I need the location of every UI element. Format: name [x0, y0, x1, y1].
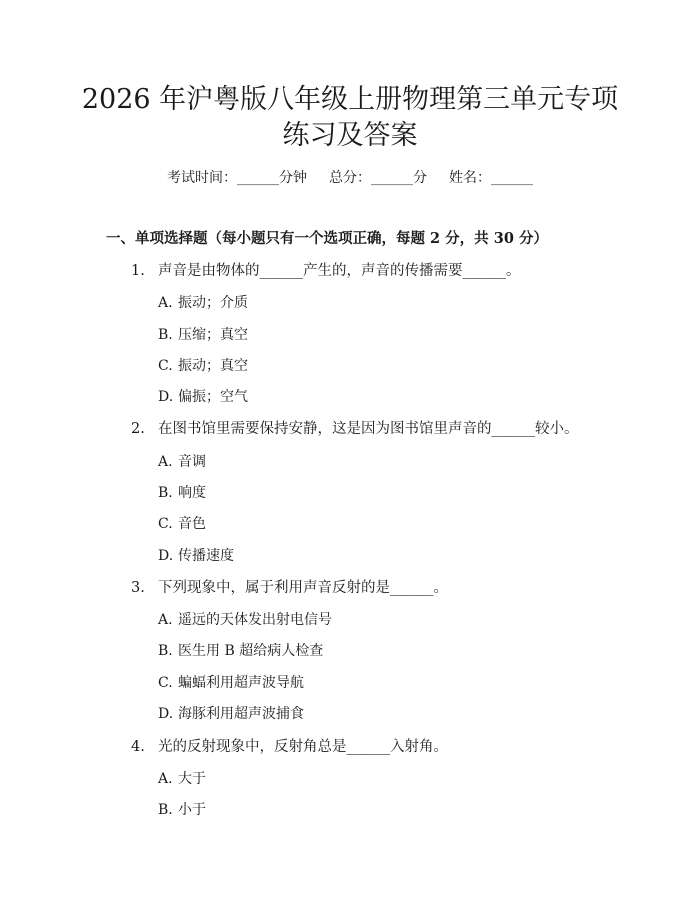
question-text: 声音是由物体的______产生的，声音的传播需要______。: [158, 263, 521, 279]
option-letter: B.: [158, 485, 173, 501]
option-letter: A.: [158, 295, 173, 311]
option-text: 振动；真空: [178, 358, 248, 374]
option-text: 音色: [178, 516, 206, 532]
option-letter: C.: [158, 675, 173, 691]
option-letter: D.: [158, 389, 174, 405]
question-4: [131, 736, 448, 758]
question-text: 在图书馆里需要保持安静，这是因为图书馆里声音的______较小。: [158, 421, 579, 437]
option-3a: [158, 609, 332, 631]
option-2b: [158, 482, 206, 504]
option-2a: [158, 451, 206, 473]
option-3c: [158, 672, 304, 694]
option-letter: A.: [158, 771, 173, 787]
option-text: 响度: [178, 485, 206, 501]
option-text: 海豚利用超声波捕食: [178, 706, 304, 722]
option-1a: [158, 292, 248, 314]
option-text: 音调: [178, 454, 206, 470]
option-letter: B.: [158, 327, 173, 343]
option-text: 压缩；真空: [178, 327, 248, 343]
question-3: [131, 577, 448, 599]
section-heading-single-choice: 一、单项选择题（每小题只有一个选项正确，每题 2 分，共 30 分）: [106, 230, 548, 247]
option-letter: D.: [158, 706, 174, 722]
option-1b: [158, 324, 248, 346]
option-text: 振动；介质: [178, 295, 248, 311]
option-letter: A.: [158, 454, 173, 470]
question-text: 下列现象中，属于利用声音反射的是______。: [158, 580, 448, 596]
option-text: 小于: [178, 802, 206, 818]
option-letter: B.: [158, 802, 173, 818]
option-1c: [158, 355, 248, 377]
total-score-field: 总分：______分: [329, 170, 427, 186]
question-number: 2.: [131, 421, 145, 437]
question-number: 3.: [131, 580, 145, 596]
option-4b: [158, 799, 206, 821]
option-text: 传播速度: [178, 548, 234, 564]
option-3d: [158, 703, 304, 725]
option-letter: C.: [158, 516, 173, 532]
option-text: 医生用 B 超给病人检查: [178, 643, 324, 659]
option-3b: [158, 640, 323, 662]
exam-info: [0, 168, 700, 188]
question-number: 1.: [131, 263, 145, 279]
question-text: 光的反射现象中，反射角总是______入射角。: [158, 739, 448, 755]
option-letter: B.: [158, 643, 173, 659]
exam-time-field: 考试时间：______分钟: [167, 170, 307, 186]
question-2: [131, 418, 579, 440]
option-letter: C.: [158, 358, 173, 374]
option-letter: D.: [158, 548, 174, 564]
option-text: 遥远的天体发出射电信号: [178, 612, 332, 628]
option-4a: [158, 768, 206, 790]
document-title-line-2: 练习及答案: [282, 120, 418, 151]
document-title-line-1: 2026 年沪粤版八年级上册物理第三单元专项: [81, 84, 619, 115]
option-letter: A.: [158, 612, 173, 628]
name-field: 姓名：______: [449, 170, 533, 186]
question-number: 4.: [131, 739, 145, 755]
option-2d: [158, 545, 234, 567]
question-1: [131, 260, 521, 282]
option-text: 大于: [178, 771, 206, 787]
option-text: 偏振；空气: [178, 389, 248, 405]
option-1d: [158, 386, 248, 408]
option-2c: [158, 513, 206, 535]
option-text: 蝙蝠利用超声波导航: [178, 675, 304, 691]
